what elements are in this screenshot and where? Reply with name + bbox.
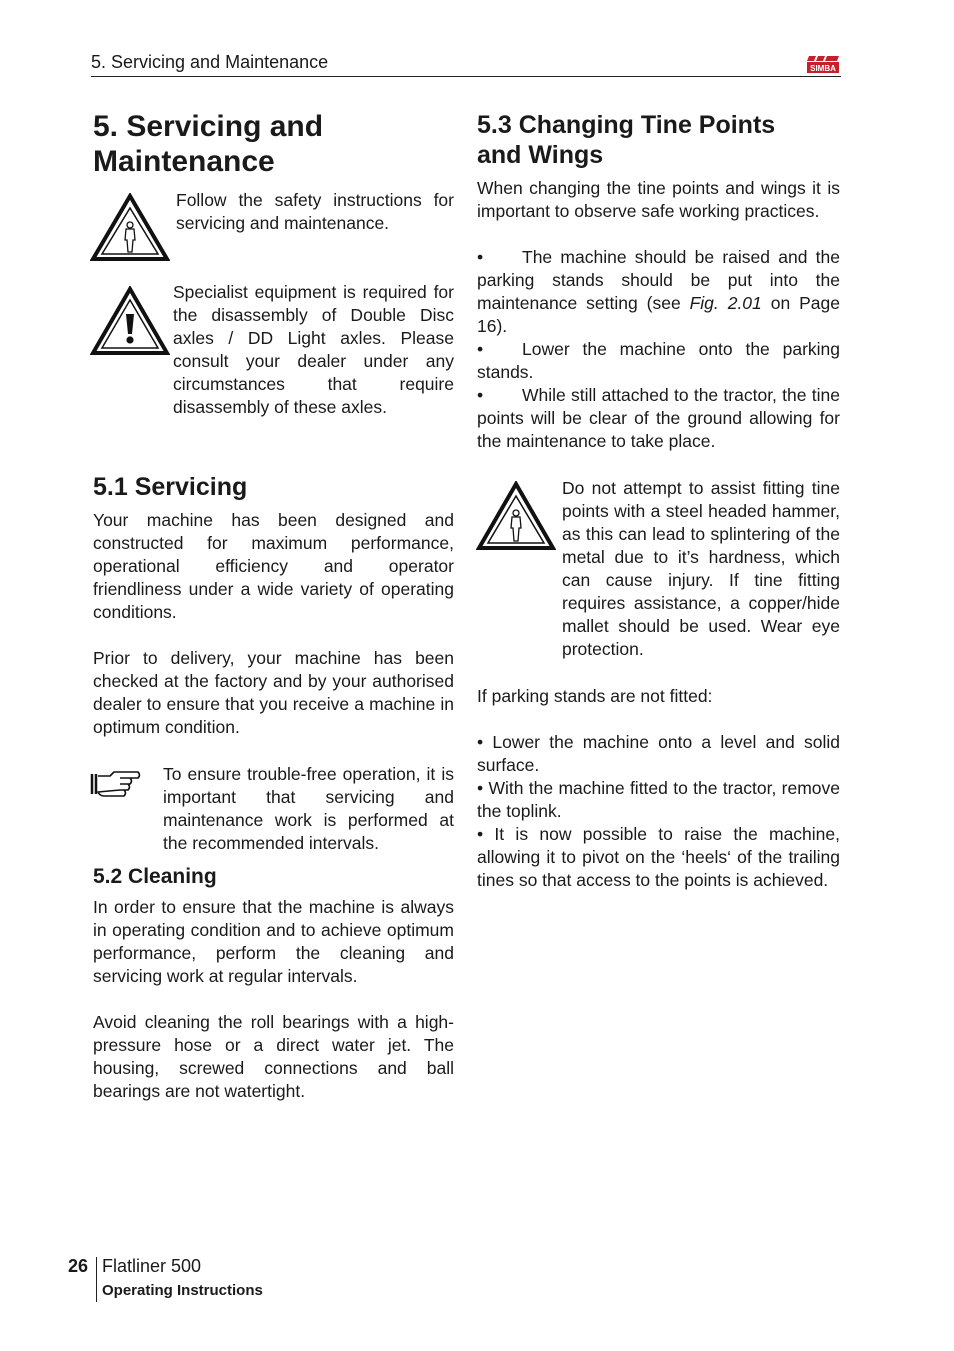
exclamation-warning-icon: [90, 286, 170, 356]
no-stands-bullet-2: • With the machine fitted to the tractor, remove the toplink.: [477, 778, 840, 821]
servicing-paragraph-2: Prior to delivery, your machine has been checked at the factory and by your authorised dealer to ensure that you receive a machine in optimum condition.: [93, 648, 454, 737]
person-warning-icon: [90, 193, 170, 261]
pointing-hand-icon: [90, 768, 142, 798]
footer-divider: [96, 1257, 97, 1302]
tines-bullet-1: • The machine should be raised and the parking stands should be put into the maintenance setting (see Fig. 2.01 on Page 16).: [477, 247, 840, 336]
footer-product: Flatliner 500: [102, 1256, 202, 1276]
svg-text:SIMBA: SIMBA: [810, 64, 836, 73]
no-stands-bullet-3: • It is now possible to raise the machine, allowing it to pivot on the ‘heels‘ of the trailing tines so that access to the points is achieved.: [477, 824, 840, 890]
running-header: 5. Servicing and Maintenance: [91, 52, 329, 72]
servicing-note: To ensure trouble-free operation, it is important that servicing and maintenance work is performed at the recommended intervals.: [163, 764, 454, 853]
section-heading-servicing: 5.1 Servicing: [93, 473, 248, 501]
safety-text-2: Specialist equipment is required for the disassembly of Double Disc axles / DD Light axles. Please consult your dealer under any circumstances that require disassembly of these axles.: [173, 282, 454, 417]
cleaning-paragraph-2: Avoid cleaning the roll bearings with a high-pressure hose or a direct water jet. The housing, screwed connections and ball bearings are not watertight.: [93, 1012, 454, 1101]
tines-warning: Do not attempt to assist fitting tine points with a steel headed hammer, as this can lead to splintering of the metal due to it’s hardness, which can cause injury. If tine fitting requires assistance, a copper/hide mallet should be used. Wear eye protection.: [562, 478, 840, 659]
no-stands-text: If parking stands are not fitted:: [477, 686, 713, 706]
section-heading-cleaning: 5.2 Cleaning: [93, 865, 217, 888]
page-number: 26: [68, 1256, 89, 1276]
simba-logo: [806, 54, 840, 74]
no-stands-bullet-1: • Lower the machine onto a level and solid surface.: [477, 732, 840, 775]
tines-bullet-2: • Lower the machine onto the parking stands.: [477, 339, 840, 382]
footer-doc-type: Operating Instructions: [102, 1282, 263, 1299]
section-heading-tines: 5.3 Changing Tine Points and Wings: [477, 111, 776, 169]
tines-bullet-3: • While still attached to the tractor, the tine points will be clear of the ground allowing for the maintenance to take place.: [477, 385, 840, 451]
cleaning-paragraph-1: In order to ensure that the machine is always in operating condition and to achieve optimum performance, perform the cleaning and servicing work at regular intervals.: [93, 897, 454, 986]
page-title: 5. Servicing and Maintenance: [93, 110, 324, 178]
safety-text-1: Follow the safety instructions for servicing and maintenance.: [176, 190, 454, 233]
tines-intro: When changing the tine points and wings it is important to observe safe working practices.: [477, 178, 840, 221]
person-warning-icon: [476, 481, 556, 551]
header-rule: [91, 76, 841, 77]
servicing-paragraph-1: Your machine has been designed and constructed for maximum performance, operational efficiency and operator friendliness under a wide variety of operating conditions.: [93, 510, 454, 622]
